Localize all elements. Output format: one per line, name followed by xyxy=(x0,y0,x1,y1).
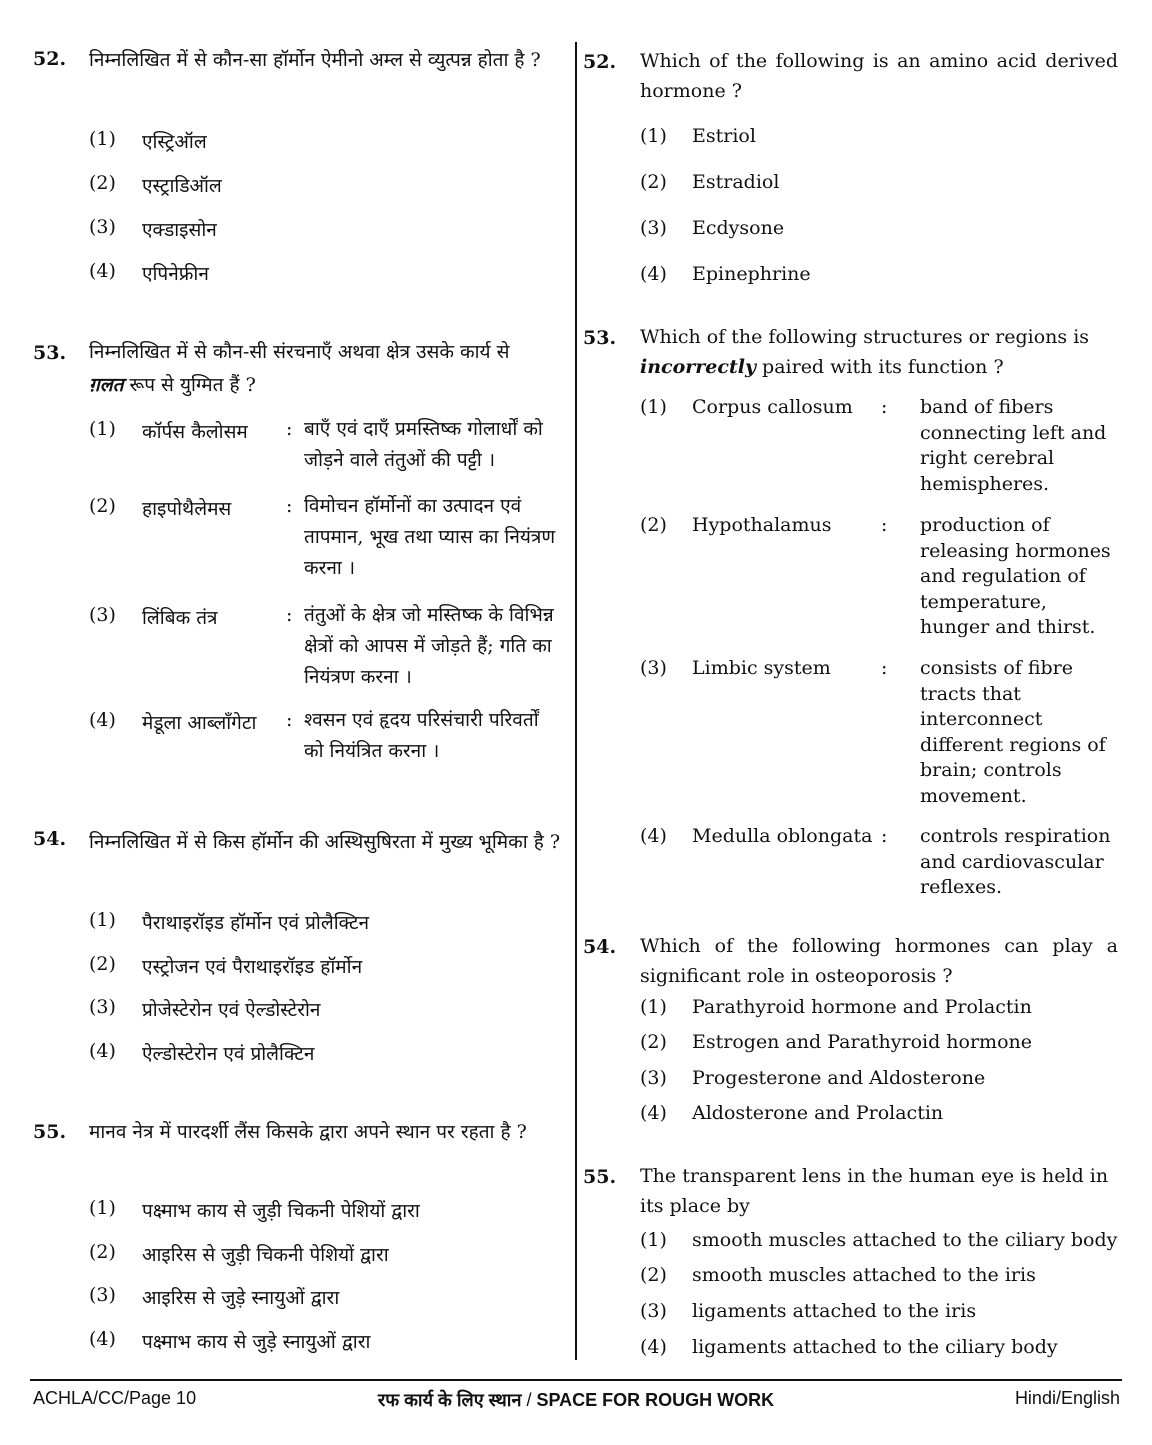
option-number: (2) xyxy=(640,514,667,536)
question-number: 52. xyxy=(33,48,67,70)
option-description: श्वसन एवं हृदय परिसंचारी परिवर्तों को नियंत्रित करना । xyxy=(304,709,539,762)
question-number: 55. xyxy=(33,1121,67,1143)
option-term: मेडूला आब्लाँगेटा xyxy=(142,712,257,734)
question-stem: मानव नेत्र में पारदर्शी लैंस किसके द्वारा अपने स्थान पर रहता है ? xyxy=(89,1121,527,1143)
option-number: (1) xyxy=(89,128,116,150)
option-text: प्रोजेस्टेरोन एवं ऐल्डोस्टेरोन xyxy=(142,999,321,1021)
option-number: (4) xyxy=(640,1102,667,1124)
option-text: Ecdysone xyxy=(692,217,785,239)
option-text: Estradiol xyxy=(692,171,780,193)
option-term: Limbic system xyxy=(692,657,831,679)
option-number: (3) xyxy=(89,1284,116,1306)
option-number: (1) xyxy=(89,909,116,931)
page-code: ACHLA/CC/Page 10 xyxy=(33,1388,197,1408)
option-number: (2) xyxy=(89,495,116,517)
question-stem: Which of the following is an amino acid derived hormone ? xyxy=(640,50,1118,102)
option-term: Corpus callosum xyxy=(692,396,853,418)
option-text: एस्ट्रोजन एवं पैराथाइरॉइड हॉर्मोन xyxy=(142,956,363,978)
option-description: band of fibers connecting left and right cerebral hemispheres. xyxy=(920,396,1107,495)
language-label: Hindi/English xyxy=(1014,1388,1120,1408)
question-number: 53. xyxy=(583,327,617,349)
option-description: विमोचन हॉर्मोनों का उत्पादन एवं तापमान, भूख तथा प्यास का नियंत्रण करना । xyxy=(304,495,556,579)
option-number: (2) xyxy=(640,1264,667,1286)
option-text: आइरिस से जुड़े स्नायुओं द्वारा xyxy=(142,1287,340,1309)
footer-rule xyxy=(30,1379,1122,1381)
question-number: 54. xyxy=(583,936,617,958)
rough-work-label xyxy=(0,1388,1152,1412)
option-description: consists of fibre tracts that interconnect different regions of brain; controls movement. xyxy=(920,657,1106,807)
option-number: (3) xyxy=(640,217,667,239)
option-term: हाइपोथैलेमस xyxy=(142,498,232,520)
option-number: (4) xyxy=(640,263,667,285)
option-text: पैराथाइरॉइड हॉर्मोन एवं प्रोलैक्टिन xyxy=(142,912,370,934)
option-description: controls respiration and cardiovascular reflexes. xyxy=(920,825,1111,898)
option-text: एस्ट्राडिऑल xyxy=(142,175,222,197)
rough-work-separator: / xyxy=(521,1390,537,1410)
stem-emphasis: ग़लत xyxy=(89,374,124,396)
option-number: (3) xyxy=(640,1067,667,1089)
option-text: आइरिस से जुड़ी चिकनी पेशियों द्वारा xyxy=(142,1244,389,1266)
option-colon: : xyxy=(286,418,293,440)
option-text: Parathyroid hormone and Prolactin xyxy=(692,996,1032,1018)
option-number: (4) xyxy=(89,709,116,731)
option-term: Medulla oblongata xyxy=(692,825,873,847)
option-colon: : xyxy=(286,604,293,626)
stem-text: Which of the following structures or regions is xyxy=(640,326,1090,348)
option-text: Progesterone and Aldosterone xyxy=(692,1067,986,1089)
column-divider xyxy=(575,42,577,1360)
option-number: (2) xyxy=(89,172,116,194)
option-colon: : xyxy=(881,825,888,847)
option-text: Epinephrine xyxy=(692,263,811,285)
option-text: Estriol xyxy=(692,125,756,147)
stem-text: paired with its function ? xyxy=(756,356,1004,378)
option-text: smooth muscles attached to the ciliary body xyxy=(692,1229,1118,1251)
option-number: (1) xyxy=(640,996,667,1018)
option-number: (2) xyxy=(89,953,116,975)
option-number: (2) xyxy=(640,171,667,193)
question-stem: निम्नलिखित में से कौन-सा हॉर्मोन ऐमीनो अम्ल से व्युत्पन्न होता है ? xyxy=(89,49,541,71)
option-number: (3) xyxy=(640,657,667,679)
option-number: (2) xyxy=(640,1031,667,1053)
stem-text: रूप से युग्मित हैं ? xyxy=(123,374,256,396)
option-number: (4) xyxy=(89,1040,116,1062)
option-colon: : xyxy=(286,495,293,517)
option-number: (4) xyxy=(89,1328,116,1350)
question-stem xyxy=(640,322,1118,382)
option-number: (3) xyxy=(89,996,116,1018)
question-stem: निम्नलिखित में से किस हॉर्मोन की अस्थिसुषिरता में मुख्य भूमिका है ? xyxy=(89,831,561,853)
option-text: smooth muscles attached to the iris xyxy=(692,1264,1036,1286)
option-number: (1) xyxy=(640,396,667,418)
option-number: (3) xyxy=(89,216,116,238)
question-number: 52. xyxy=(583,51,617,73)
option-number: (3) xyxy=(640,1300,667,1322)
option-text: ligaments attached to the ciliary body xyxy=(692,1336,1058,1358)
rough-work-hindi: रफ कार्य के लिए स्थान xyxy=(377,1390,522,1410)
option-description: बाएँ एवं दाएँ प्रमस्तिष्क गोलार्धों को जोड़ने वाले तंतुओं की पट्टी । xyxy=(304,418,543,471)
rough-work-english: SPACE FOR ROUGH WORK xyxy=(536,1390,775,1410)
option-number: (1) xyxy=(640,125,667,147)
option-number: (3) xyxy=(89,604,116,626)
option-term: कॉर्पस कैलोसम xyxy=(142,421,248,443)
option-number: (1) xyxy=(640,1229,667,1251)
question-stem: Which of the following hormones can play a significant role in osteoporosis ? xyxy=(640,935,1118,987)
option-term: Hypothalamus xyxy=(692,514,832,536)
option-text: ligaments attached to the iris xyxy=(692,1300,977,1322)
option-number: (2) xyxy=(89,1241,116,1263)
option-text: Aldosterone and Prolactin xyxy=(692,1102,944,1124)
option-number: (1) xyxy=(89,1197,116,1219)
option-description: production of releasing hormones and regulation of temperature, hunger and thirst. xyxy=(920,514,1111,638)
question-number: 54. xyxy=(33,828,67,850)
option-term: लिंबिक तंत्र xyxy=(142,607,218,629)
option-colon: : xyxy=(881,657,888,679)
option-number: (4) xyxy=(640,1336,667,1358)
question-stem xyxy=(89,336,567,402)
option-text: एपिनेफ्रीन xyxy=(142,263,209,285)
stem-emphasis: incorrectly xyxy=(640,356,756,378)
option-number: (4) xyxy=(89,260,116,282)
option-text: ऐल्डोस्टेरोन एवं प्रोलैक्टिन xyxy=(142,1043,315,1065)
option-colon: : xyxy=(286,709,293,731)
option-text: Estrogen and Parathyroid hormone xyxy=(692,1031,1032,1053)
option-colon: : xyxy=(881,514,888,536)
option-number: (1) xyxy=(89,418,116,440)
option-text: पक्ष्माभ काय से जुड़े स्नायुओं द्वारा xyxy=(142,1331,371,1353)
question-stem: The transparent lens in the human eye is held in its place by xyxy=(640,1165,1109,1217)
option-description: तंतुओं के क्षेत्र जो मस्तिष्क के विभिन्न क्षेत्रों को आपस में जोड़ते हैं; गति का नियंत्रण करना । xyxy=(304,604,554,688)
option-number: (4) xyxy=(640,825,667,847)
option-colon: : xyxy=(881,396,888,418)
question-number: 55. xyxy=(583,1166,617,1188)
question-number: 53. xyxy=(33,342,67,364)
option-text: एस्ट्रिऑल xyxy=(142,131,207,153)
stem-text: निम्नलिखित में से कौन-सी संरचनाएँ अथवा क्षेत्र उसके कार्य से xyxy=(89,341,510,363)
option-text: एक्डाइसोन xyxy=(142,219,217,241)
option-text: पक्ष्माभ काय से जुड़ी चिकनी पेशियों द्वारा xyxy=(142,1200,420,1222)
